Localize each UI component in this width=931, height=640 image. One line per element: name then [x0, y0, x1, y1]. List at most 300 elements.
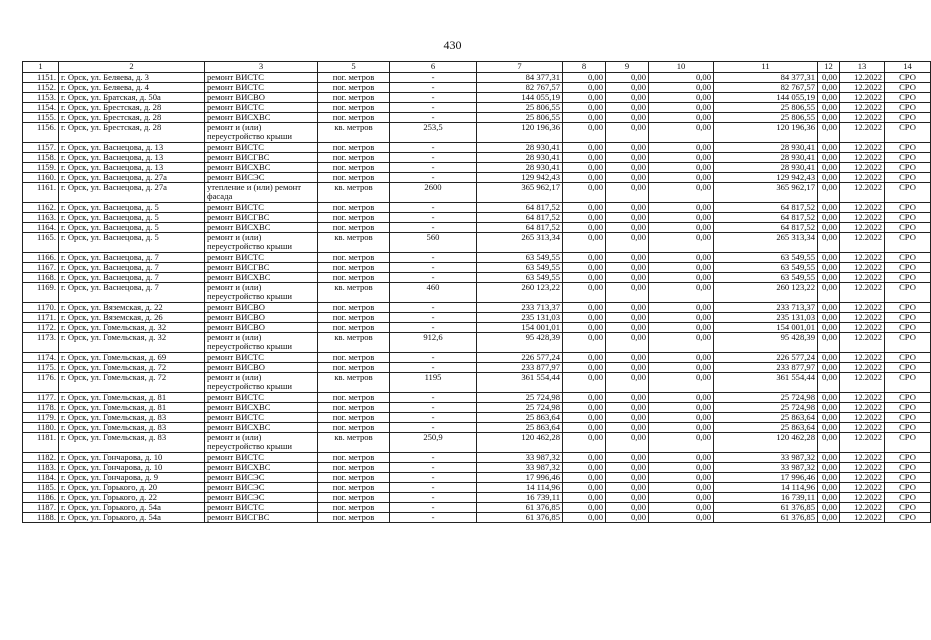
table-cell: 12.2022 [840, 113, 885, 123]
table-cell: 12.2022 [840, 503, 885, 513]
table-cell: СРО [885, 163, 931, 173]
table-cell: 64 817,52 [477, 223, 563, 233]
table-cell: 0,00 [818, 483, 840, 493]
table-cell: 0,00 [818, 263, 840, 273]
table-cell: пог. метров [318, 153, 390, 163]
table-cell: г. Орск, ул. Васнецова, д. 13 [59, 143, 205, 153]
table-cell: утепление и (или) ремонт фасада [205, 183, 318, 203]
table-cell: 12.2022 [840, 93, 885, 103]
table-row [23, 203, 931, 213]
table-cell: - [390, 503, 477, 513]
table-cell: 1152. [23, 83, 59, 93]
table-cell: пог. метров [318, 363, 390, 373]
table-cell: СРО [885, 93, 931, 103]
table-cell: 0,00 [606, 93, 649, 103]
table-cell: 0,00 [606, 463, 649, 473]
table-cell: 12.2022 [840, 153, 885, 163]
table-cell: 120 196,36 [477, 123, 563, 143]
column-header: 3 [205, 62, 318, 73]
table-cell: 25 806,55 [477, 103, 563, 113]
table-cell: 1183. [23, 463, 59, 473]
table-row [23, 153, 931, 163]
table-row [23, 353, 931, 363]
table-cell: 0,00 [606, 153, 649, 163]
table-cell: 0,00 [606, 333, 649, 353]
table-cell: 12.2022 [840, 473, 885, 483]
table-cell: 129 942,43 [714, 173, 818, 183]
table-cell: - [390, 303, 477, 313]
table-cell: 0,00 [563, 163, 606, 173]
table-cell: кв. метров [318, 123, 390, 143]
table-cell: 0,00 [818, 433, 840, 453]
table-cell: 235 131,03 [477, 313, 563, 323]
table-cell: 0,00 [563, 203, 606, 213]
table-cell: 0,00 [818, 333, 840, 353]
table-cell: 0,00 [818, 143, 840, 153]
table-cell: г. Орск, ул. Гончарова, д. 9 [59, 473, 205, 483]
table-cell: 0,00 [649, 183, 714, 203]
table-cell: 0,00 [563, 173, 606, 183]
table-row [23, 93, 931, 103]
table-cell: 1180. [23, 423, 59, 433]
table-cell: 25 863,64 [477, 413, 563, 423]
column-header: 11 [714, 62, 818, 73]
table-cell: СРО [885, 113, 931, 123]
table-cell: г. Орск, ул. Горького, д. 54а [59, 513, 205, 523]
table-cell: 1185. [23, 483, 59, 493]
table-cell: 0,00 [563, 153, 606, 163]
table-cell: 0,00 [818, 323, 840, 333]
table-cell: 0,00 [649, 423, 714, 433]
table-cell: г. Орск, ул. Брестская, д. 28 [59, 123, 205, 143]
table-cell: 0,00 [818, 453, 840, 463]
table-cell: 0,00 [818, 223, 840, 233]
table-cell: 0,00 [649, 333, 714, 353]
table-cell: 0,00 [649, 493, 714, 503]
table-cell: 64 817,52 [714, 203, 818, 213]
table-cell: пог. метров [318, 313, 390, 323]
table-cell: 260 123,22 [714, 283, 818, 303]
table-cell: 265 313,34 [714, 233, 818, 253]
table-cell: 0,00 [649, 223, 714, 233]
table-cell: 1155. [23, 113, 59, 123]
table-cell: СРО [885, 453, 931, 463]
table-cell: 0,00 [818, 373, 840, 393]
column-header: 5 [318, 62, 390, 73]
table-cell: кв. метров [318, 233, 390, 253]
table-cell: 0,00 [818, 503, 840, 513]
table-cell: 1159. [23, 163, 59, 173]
table-cell: 154 001,01 [477, 323, 563, 333]
table-cell: 28 930,41 [714, 163, 818, 173]
table-cell: 0,00 [606, 113, 649, 123]
table-cell: 0,00 [818, 113, 840, 123]
table-cell: 33 987,32 [477, 463, 563, 473]
table-cell: 0,00 [606, 83, 649, 93]
table-cell: - [390, 313, 477, 323]
table-cell: ремонт ВИСТС [205, 103, 318, 113]
table-cell: - [390, 403, 477, 413]
table-row [23, 143, 931, 153]
table-cell: СРО [885, 483, 931, 493]
table-cell: 84 377,31 [477, 73, 563, 83]
table-row [23, 73, 931, 83]
table-cell: - [390, 253, 477, 263]
table-cell: 0,00 [649, 123, 714, 143]
table-cell: 265 313,34 [477, 233, 563, 253]
table-row [23, 283, 931, 303]
table-cell: 84 377,31 [714, 73, 818, 83]
table-cell: 0,00 [563, 253, 606, 263]
table-cell: 64 817,52 [477, 213, 563, 223]
table-cell: г. Орск, ул. Братская, д. 50а [59, 93, 205, 103]
table-cell: кв. метров [318, 183, 390, 203]
table-cell: г. Орск, ул. Горького, д. 22 [59, 493, 205, 503]
table-cell: г. Орск, ул. Гомельская, д. 81 [59, 403, 205, 413]
table-cell: 0,00 [818, 303, 840, 313]
table-cell: СРО [885, 303, 931, 313]
table-cell: г. Орск, ул. Гомельская, д. 72 [59, 363, 205, 373]
table-row [23, 123, 931, 143]
table-cell: г. Орск, ул. Гомельская, д. 72 [59, 373, 205, 393]
table-cell: 0,00 [649, 483, 714, 493]
table-cell: 0,00 [606, 253, 649, 263]
table-row [23, 483, 931, 493]
table-row [23, 273, 931, 283]
table-cell: СРО [885, 373, 931, 393]
table-cell: - [390, 203, 477, 213]
table-cell: пог. метров [318, 483, 390, 493]
table-cell: 0,00 [649, 353, 714, 363]
table-cell: 0,00 [818, 203, 840, 213]
table-cell: 12.2022 [840, 463, 885, 473]
table-cell: ремонт ВИСГВС [205, 263, 318, 273]
data-table [22, 61, 931, 523]
table-cell: 0,00 [818, 283, 840, 303]
table-cell: 1177. [23, 393, 59, 403]
table-cell: 0,00 [649, 213, 714, 223]
table-cell: 0,00 [818, 513, 840, 523]
page-number: 430 [443, 38, 462, 52]
table-cell: 0,00 [606, 413, 649, 423]
table-cell: 0,00 [649, 93, 714, 103]
table-cell: 61 376,85 [477, 513, 563, 523]
table-cell: г. Орск, ул. Васнецова, д. 5 [59, 223, 205, 233]
table-cell: г. Орск, ул. Васнецова, д. 27а [59, 173, 205, 183]
table-cell: 260 123,22 [477, 283, 563, 303]
table-cell: г. Орск, ул. Гомельская, д. 69 [59, 353, 205, 363]
table-cell: 0,00 [606, 263, 649, 273]
table-cell: - [390, 93, 477, 103]
table-cell: г. Орск, ул. Вяземская, д. 22 [59, 303, 205, 313]
table-row [23, 263, 931, 273]
table-cell: 25 863,64 [714, 413, 818, 423]
table-row [23, 223, 931, 233]
table-row [23, 83, 931, 93]
table-cell: 0,00 [649, 313, 714, 323]
table-cell: 0,00 [563, 213, 606, 223]
table-cell: 0,00 [563, 233, 606, 253]
table-cell: г. Орск, ул. Васнецова, д. 13 [59, 163, 205, 173]
table-cell: 0,00 [606, 103, 649, 113]
table-cell: 12.2022 [840, 283, 885, 303]
table-cell: 0,00 [563, 323, 606, 333]
table-cell: пог. метров [318, 413, 390, 423]
table-cell: 0,00 [606, 183, 649, 203]
table-cell: 25 806,55 [714, 113, 818, 123]
table-cell: 129 942,43 [477, 173, 563, 183]
table-cell: 12.2022 [840, 103, 885, 113]
table-cell: - [390, 463, 477, 473]
table-cell: 12.2022 [840, 483, 885, 493]
table-cell: 63 549,55 [477, 273, 563, 283]
table-cell: 226 577,24 [477, 353, 563, 363]
table-cell: 12.2022 [840, 73, 885, 83]
table-cell: 460 [390, 283, 477, 303]
table-cell: 0,00 [606, 483, 649, 493]
table-cell: пог. метров [318, 173, 390, 183]
table-cell: - [390, 103, 477, 113]
table-row [23, 113, 931, 123]
column-header: 7 [477, 62, 563, 73]
table-cell: 63 549,55 [714, 253, 818, 263]
table-cell: 25 806,55 [714, 103, 818, 113]
table-cell: СРО [885, 143, 931, 153]
table-cell: 0,00 [649, 453, 714, 463]
column-header: 13 [840, 62, 885, 73]
table-cell: 0,00 [563, 483, 606, 493]
table-cell: 0,00 [606, 473, 649, 483]
table-cell: 61 376,85 [714, 503, 818, 513]
table-cell: г. Орск, ул. Васнецова, д. 13 [59, 153, 205, 163]
table-cell: ремонт ВИСГВС [205, 153, 318, 163]
table-cell: ремонт ВИСХВС [205, 403, 318, 413]
table-cell: 1151. [23, 73, 59, 83]
table-cell: 0,00 [563, 103, 606, 113]
table-row [23, 433, 931, 453]
table-cell: СРО [885, 203, 931, 213]
table-row [23, 323, 931, 333]
table-cell: 0,00 [649, 173, 714, 183]
table-cell: 12.2022 [840, 433, 885, 453]
table-cell: 0,00 [818, 163, 840, 173]
table-cell: 0,00 [818, 363, 840, 373]
table-cell: 0,00 [563, 183, 606, 203]
table-cell: 1165. [23, 233, 59, 253]
table-cell: 1182. [23, 453, 59, 463]
table-cell: СРО [885, 223, 931, 233]
table-cell: ремонт и (или) переустройство крыши [205, 283, 318, 303]
table-cell: пог. метров [318, 253, 390, 263]
table-row [23, 473, 931, 483]
table-cell: СРО [885, 253, 931, 263]
table-cell: - [390, 423, 477, 433]
table-cell: г. Орск, ул. Брестская, д. 28 [59, 113, 205, 123]
table-cell: 120 462,28 [714, 433, 818, 453]
table-cell: 912,6 [390, 333, 477, 353]
table-row [23, 513, 931, 523]
table-cell: 0,00 [563, 143, 606, 153]
table-cell: 12.2022 [840, 393, 885, 403]
table-cell: 0,00 [606, 163, 649, 173]
table-row [23, 493, 931, 503]
table-cell: пог. метров [318, 103, 390, 113]
table-cell: ремонт и (или) переустройство крыши [205, 123, 318, 143]
table-cell: 0,00 [563, 473, 606, 483]
table-cell: 0,00 [563, 123, 606, 143]
table-cell: 12.2022 [840, 353, 885, 363]
table-cell: 0,00 [563, 463, 606, 473]
table-cell: 0,00 [649, 503, 714, 513]
table-cell: 61 376,85 [714, 513, 818, 523]
table-cell: 1161. [23, 183, 59, 203]
table-cell: СРО [885, 493, 931, 503]
table-cell: г. Орск, ул. Горького, д. 54а [59, 503, 205, 513]
table-cell: 33 987,32 [714, 463, 818, 473]
table-cell: пог. метров [318, 303, 390, 313]
table-cell: 16 739,11 [714, 493, 818, 503]
table-cell: г. Орск, ул. Васнецова, д. 7 [59, 273, 205, 283]
table-cell: 1172. [23, 323, 59, 333]
table-cell: 365 962,17 [714, 183, 818, 203]
table-cell: - [390, 143, 477, 153]
column-header: 12 [818, 62, 840, 73]
table-cell: 0,00 [606, 403, 649, 413]
table-cell: 0,00 [818, 423, 840, 433]
table-cell: 0,00 [606, 143, 649, 153]
table-cell: 0,00 [563, 423, 606, 433]
table-cell: 0,00 [563, 493, 606, 503]
table-cell: 1187. [23, 503, 59, 513]
table-cell: ремонт ВИСТС [205, 73, 318, 83]
table-cell: 0,00 [563, 113, 606, 123]
table-cell: 28 930,41 [477, 163, 563, 173]
table-cell: 0,00 [649, 83, 714, 93]
table-cell: 12.2022 [840, 143, 885, 153]
table-row [23, 463, 931, 473]
table-cell: 0,00 [563, 433, 606, 453]
table-cell: 12.2022 [840, 423, 885, 433]
table-cell: СРО [885, 263, 931, 273]
table-cell: ремонт ВИСТС [205, 203, 318, 213]
table-cell: 0,00 [818, 493, 840, 503]
table-cell: 0,00 [649, 463, 714, 473]
table-cell: ремонт и (или) переустройство крыши [205, 373, 318, 393]
table-cell: 0,00 [563, 73, 606, 83]
table-cell: 233 877,97 [477, 363, 563, 373]
table-cell: 12.2022 [840, 513, 885, 523]
table-cell: 63 549,55 [477, 253, 563, 263]
table-row [23, 183, 931, 203]
table-cell: 0,00 [649, 163, 714, 173]
table-cell: пог. метров [318, 273, 390, 283]
table-cell: 0,00 [606, 123, 649, 143]
table-cell: 0,00 [818, 173, 840, 183]
table-cell: 0,00 [606, 313, 649, 323]
table-cell: - [390, 263, 477, 273]
table-cell: 2600 [390, 183, 477, 203]
table-cell: 1186. [23, 493, 59, 503]
table-cell: пог. метров [318, 143, 390, 153]
table-cell: - [390, 393, 477, 403]
table-cell: 235 131,03 [714, 313, 818, 323]
table-cell: 14 114,96 [477, 483, 563, 493]
table-cell: СРО [885, 513, 931, 523]
table-cell: 0,00 [818, 403, 840, 413]
table-row [23, 393, 931, 403]
table-cell: ремонт ВИСТС [205, 143, 318, 153]
table-cell: 14 114,96 [714, 483, 818, 493]
table-cell: 0,00 [606, 353, 649, 363]
table-cell: 63 549,55 [714, 273, 818, 283]
table-cell: пог. метров [318, 403, 390, 413]
table-cell: пог. метров [318, 83, 390, 93]
table-cell: пог. метров [318, 463, 390, 473]
table-cell: - [390, 173, 477, 183]
table-cell: 25 724,98 [477, 393, 563, 403]
table-cell: г. Орск, ул. Васнецова, д. 7 [59, 263, 205, 273]
table-cell: 25 806,55 [477, 113, 563, 123]
table-cell: 0,00 [818, 153, 840, 163]
table-cell: 120 196,36 [714, 123, 818, 143]
column-header: 9 [606, 62, 649, 73]
table-row [23, 413, 931, 423]
table-cell: г. Орск, ул. Горького, д. 20 [59, 483, 205, 493]
table-cell: пог. метров [318, 113, 390, 123]
table-cell: 0,00 [606, 513, 649, 523]
table-cell: кв. метров [318, 333, 390, 353]
table-cell: 0,00 [649, 433, 714, 453]
table-cell: ремонт ВИСВО [205, 303, 318, 313]
column-header: 10 [649, 62, 714, 73]
table-cell: 12.2022 [840, 183, 885, 203]
table-cell: СРО [885, 423, 931, 433]
table-cell: 1158. [23, 153, 59, 163]
table-cell: 0,00 [649, 513, 714, 523]
table-cell: 0,00 [606, 73, 649, 83]
table-cell: 0,00 [818, 473, 840, 483]
table-cell: 12.2022 [840, 373, 885, 393]
table-cell: СРО [885, 213, 931, 223]
table-cell: 0,00 [606, 433, 649, 453]
table-cell: СРО [885, 353, 931, 363]
table-cell: СРО [885, 313, 931, 323]
table-cell: г. Орск, ул. Васнецова, д. 27а [59, 183, 205, 203]
table-cell: 0,00 [606, 493, 649, 503]
table-cell: ремонт и (или) переустройство крыши [205, 433, 318, 453]
table-cell: - [390, 113, 477, 123]
table-cell: 1195 [390, 373, 477, 393]
table-cell: 0,00 [563, 83, 606, 93]
table-cell: пог. метров [318, 203, 390, 213]
table-cell: 12.2022 [840, 303, 885, 313]
table-cell: 12.2022 [840, 253, 885, 263]
table-row [23, 163, 931, 173]
table-row [23, 313, 931, 323]
table-cell: - [390, 213, 477, 223]
table-cell: - [390, 273, 477, 283]
table-cell: 0,00 [649, 363, 714, 373]
table-cell: СРО [885, 273, 931, 283]
table-cell: 0,00 [606, 363, 649, 373]
table-cell: пог. метров [318, 423, 390, 433]
table-cell: - [390, 513, 477, 523]
table-cell: - [390, 163, 477, 173]
table-row [23, 233, 931, 253]
table-cell: кв. метров [318, 283, 390, 303]
table-cell: 0,00 [649, 103, 714, 113]
table-cell: 0,00 [649, 413, 714, 423]
